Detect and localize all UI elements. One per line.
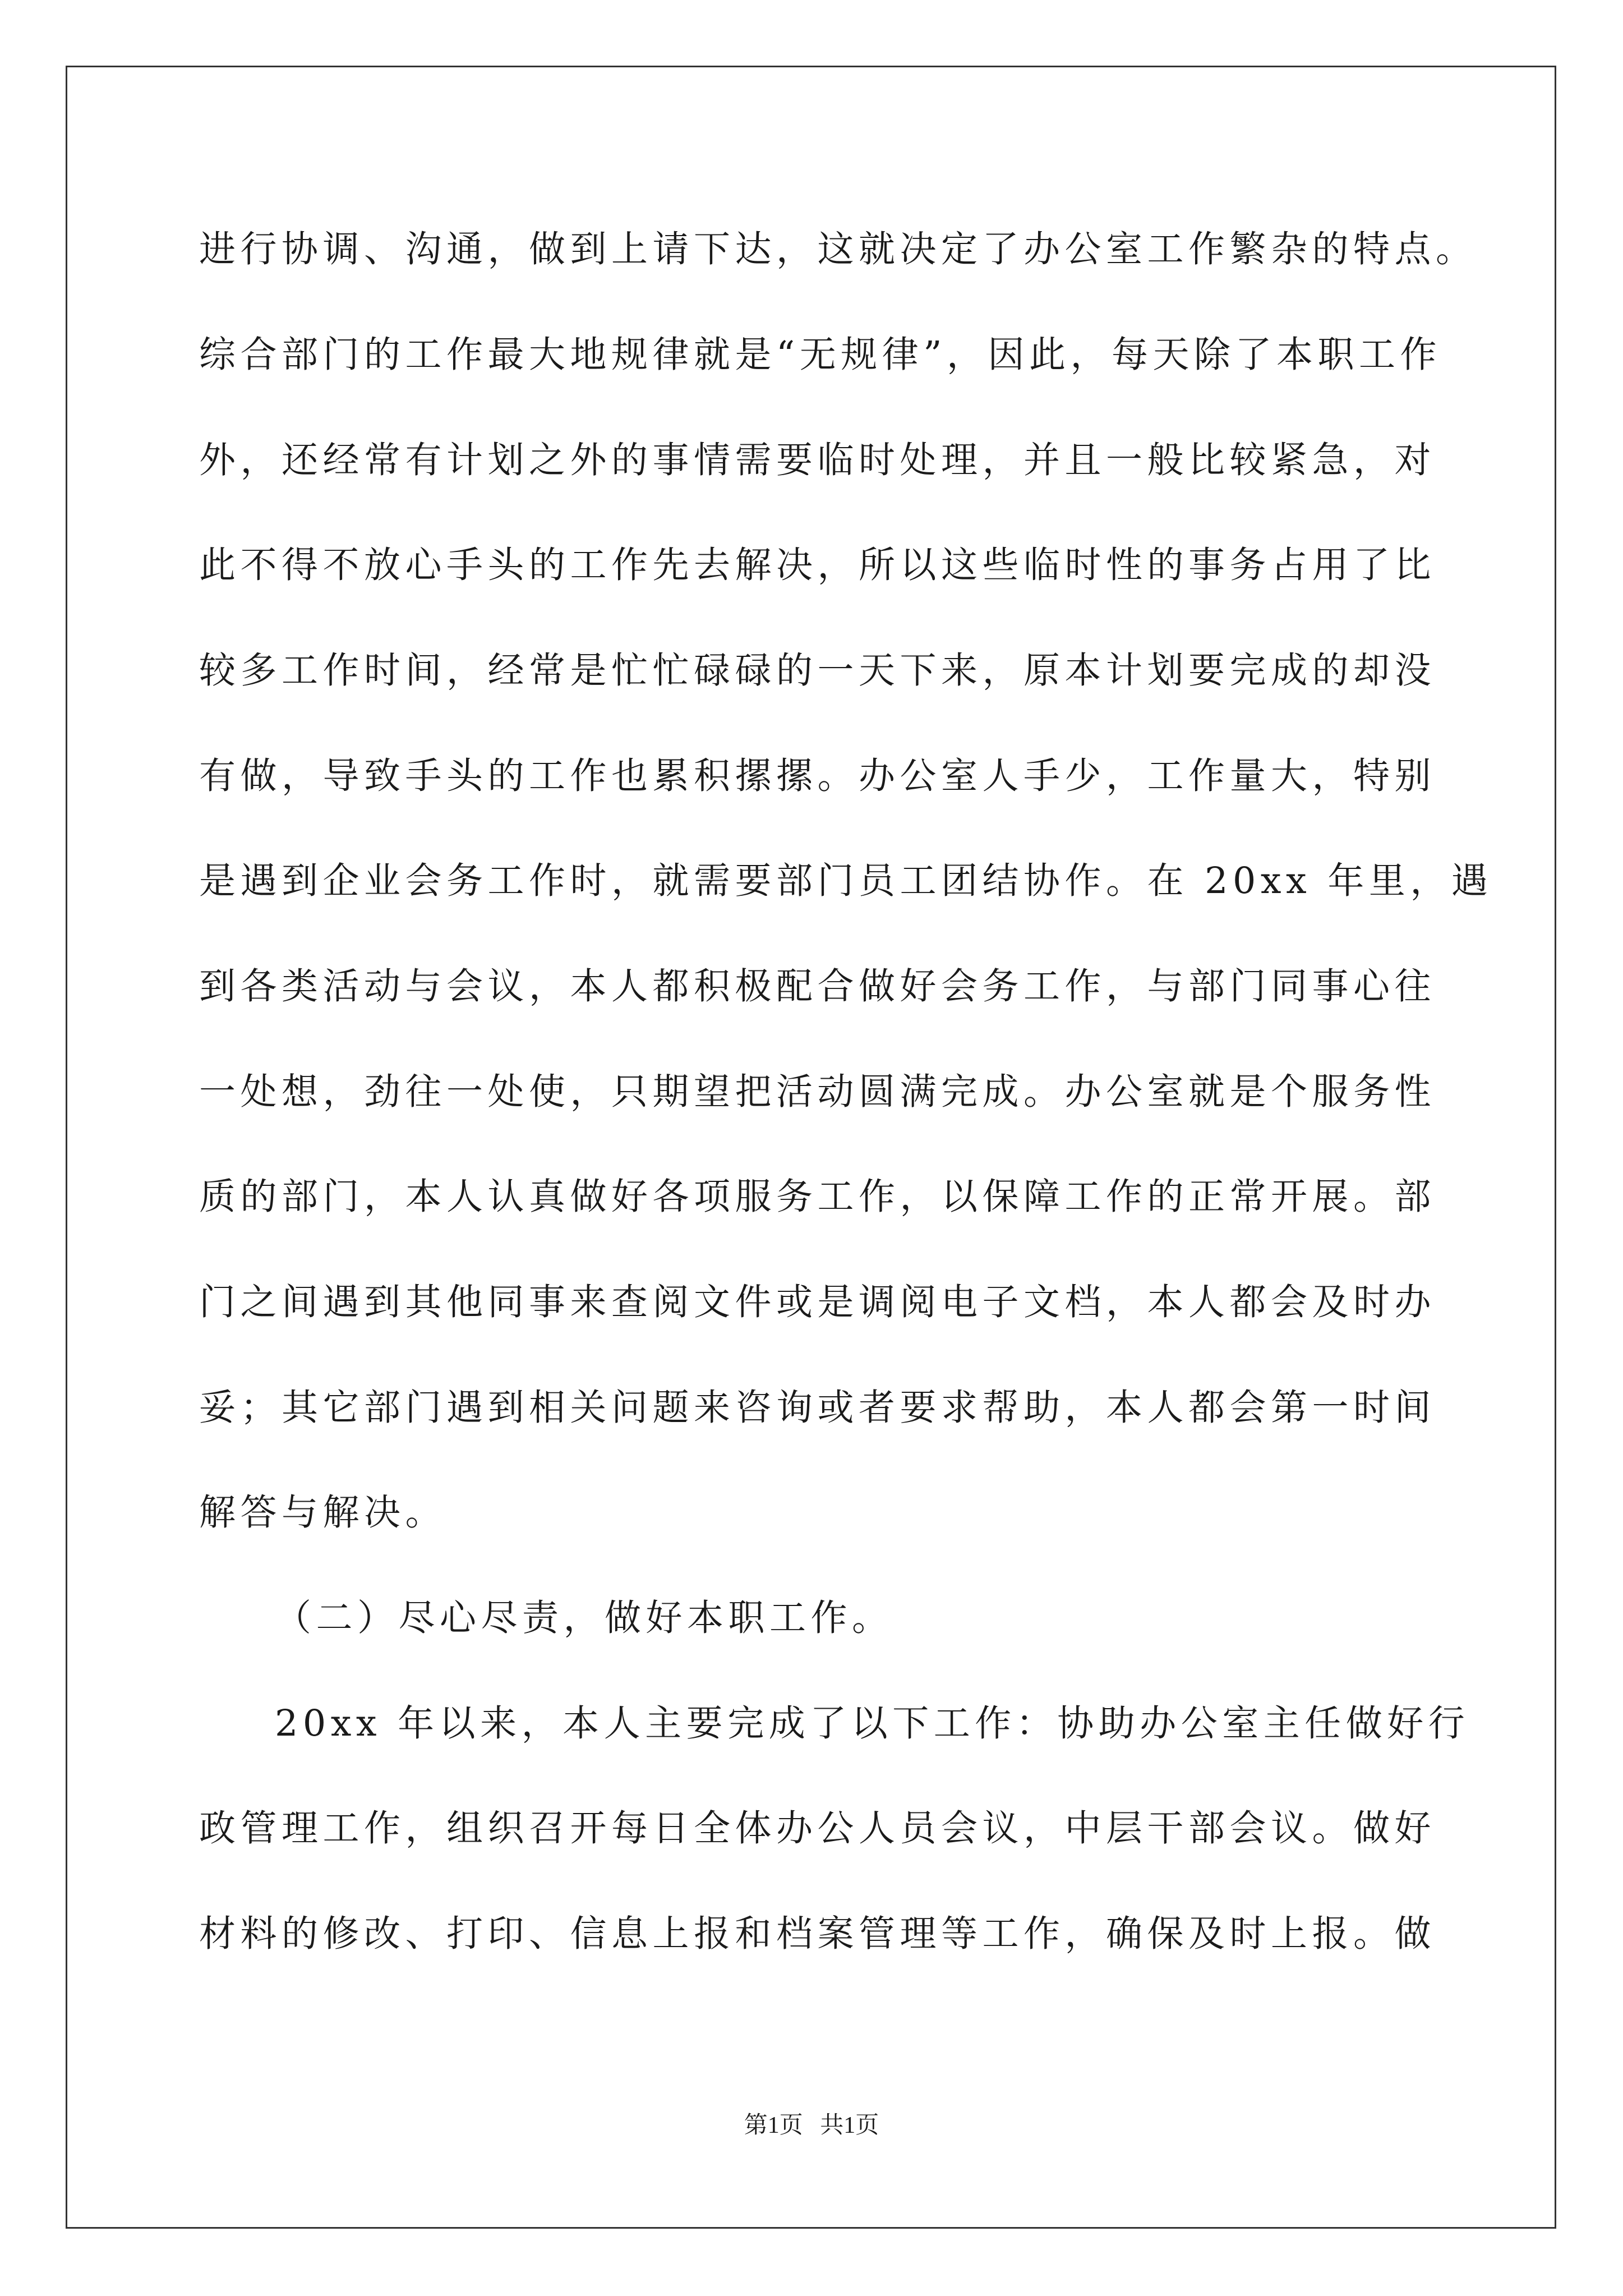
text-line: 有做，导致手头的工作也累积摞摞。办公室人手少，工作量大，特别 bbox=[199, 755, 1436, 797]
text-line: 妥；其它部门遇到相关问题来咨询或者要求帮助，本人都会第一时间 bbox=[199, 1387, 1436, 1429]
text-line: 解答与解决。 bbox=[199, 1492, 447, 1534]
page-number: 第1页 bbox=[744, 2113, 803, 2138]
text-line: 较多工作时间，经常是忙忙碌碌的一天下来，原本计划要完成的却没 bbox=[199, 650, 1436, 692]
page-border bbox=[66, 66, 1556, 2229]
text-line: 外，还经常有计划之外的事情需要临时处理，并且一般比较紧急，对 bbox=[199, 439, 1436, 481]
page-footer bbox=[0, 2106, 1623, 2140]
text-line: 20xx 年以来，本人主要完成了以下工作：协助办公室主任做好行 bbox=[275, 1703, 1470, 1745]
text-line: 一处想，劲往一处使，只期望把活动圆满完成。办公室就是个服务性 bbox=[199, 1071, 1436, 1113]
text-line: 进行协调、沟通，做到上请下达，这就决定了办公室工作繁杂的特点。 bbox=[199, 228, 1477, 270]
text-line: 政管理工作，组织召开每日全体办公人员会议，中层干部会议。做好 bbox=[199, 1807, 1436, 1849]
text-line: 到各类活动与会议，本人都积极配合做好会务工作，与部门同事心往 bbox=[199, 965, 1436, 1007]
text-line: 此不得不放心手头的工作先去解决，所以这些临时性的事务占用了比 bbox=[199, 544, 1436, 586]
page-total: 共1页 bbox=[820, 2113, 879, 2138]
section-heading: （二）尽心尽责，做好本职工作。 bbox=[275, 1597, 893, 1639]
text-line: 质的部门，本人认真做好各项服务工作，以保障工作的正常开展。部 bbox=[199, 1176, 1436, 1218]
text-line: 综合部门的工作最大地规律就是“无规律”，因此，每天除了本职工作 bbox=[199, 334, 1441, 376]
text-line: 材料的修改、打印、信息上报和档案管理等工作，确保及时上报。做 bbox=[199, 1913, 1436, 1955]
text-line: 门之间遇到其他同事来查阅文件或是调阅电子文档，本人都会及时办 bbox=[199, 1281, 1436, 1323]
text-line: 是遇到企业会务工作时，就需要部门员工团结协作。在 20xx 年里，遇 bbox=[199, 860, 1493, 902]
